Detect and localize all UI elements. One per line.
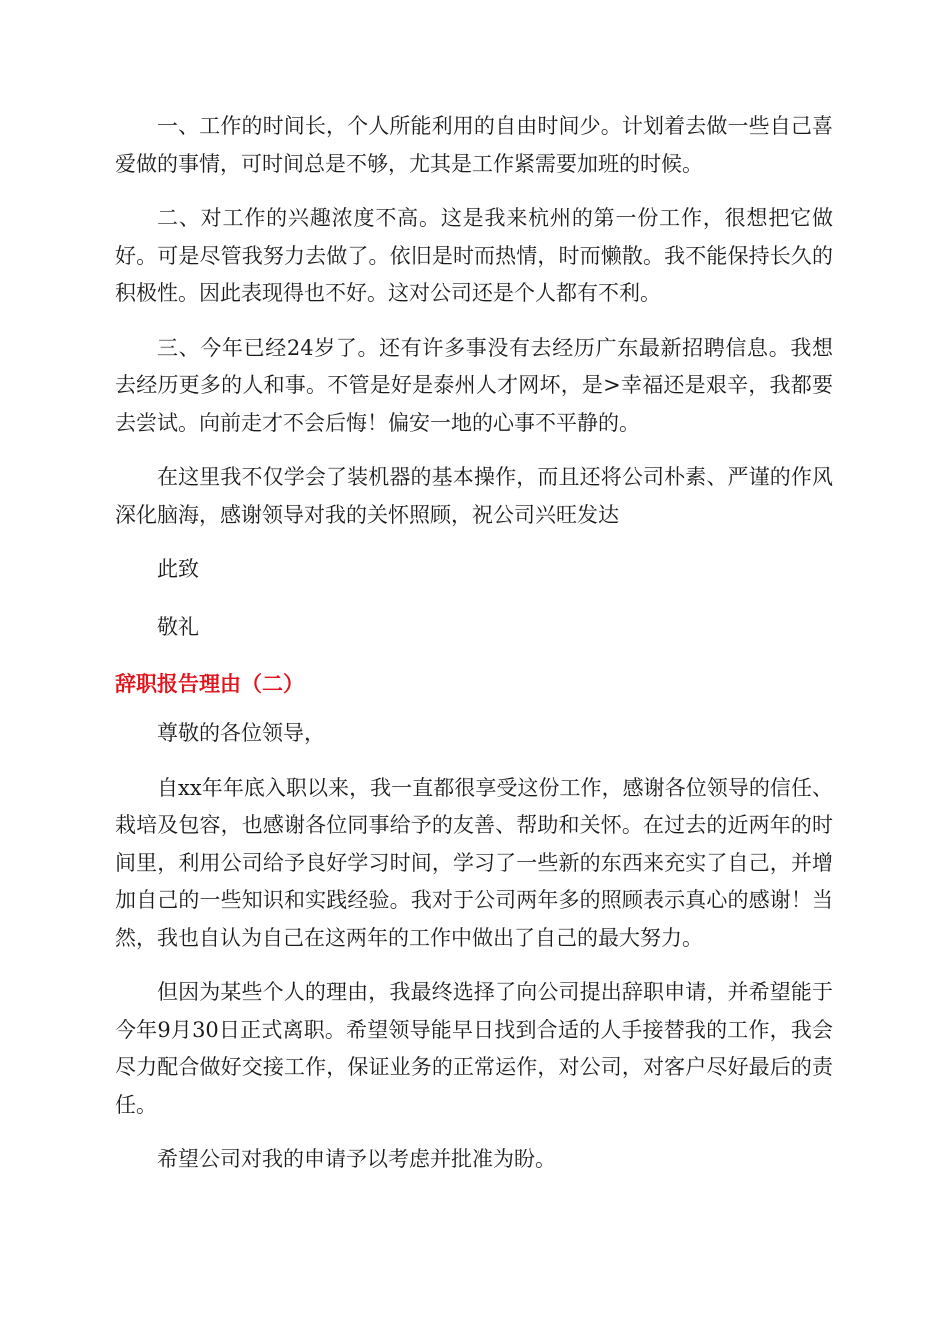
document-page (115, 108, 833, 1196)
paragraph-resignation-request: 但因为某些个人的理由，我最终选择了向公司提出辞职申请，并希望能于今年9月30日正式离职。希望领导能早日找到合适的人手接替我的工作，我会尽力配合做好交接工作，保证业务的正常运作，对公司，对客户尽好最后的责任。 (115, 980, 833, 1117)
closing-ci-zhi: 此致 (157, 557, 199, 581)
paragraph-reason-2: 二、对工作的兴趣浓度不高。这是我来杭州的第一份工作，很想把它做好。可是尽管我努力去做了。依旧是时而热情，时而懒散。我不能保持长久的积极性。因此表现得也不好。这对公司还是个人都有不利。 (115, 206, 833, 305)
paragraph-reason-1: 一、工作的时间长，个人所能利用的自由时间少。计划着去做一些自己喜爱做的事情，可时间总是不够，尤其是工作紧需要加班的时候。 (115, 114, 833, 176)
paragraph-thanks: 在这里我不仅学会了装机器的基本操作，而且还将公司朴素、严谨的作风深化脑海，感谢领导对我的关怀照顾，祝公司兴旺发达 (115, 465, 833, 527)
paragraph-gratitude: 自xx年年底入职以来，我一直都很享受这份工作，感谢各位领导的信任、栽培及包容，也感谢各位同事给予的友善、帮助和关怀。在过去的近两年的时间里，利用公司给予良好学习时间，学习了一些新的东西来充实了自己，并增加自己的一些知识和实践经验。我对于公司两年多的照顾表示真心的感谢！当然，我也自认为自己在这两年的工作中做出了自己的最大努力。 (115, 775, 833, 950)
closing-jing-li: 敬礼 (157, 614, 199, 639)
salutation: 尊敬的各位领导， (157, 721, 325, 745)
section-heading: 辞职报告理由（二） (115, 672, 304, 696)
paragraph-approval-request: 希望公司对我的申请予以考虑并批准为盼。 (157, 1147, 556, 1171)
paragraph-reason-3: 三、今年已经24岁了。还有许多事没有去经历广东最新招聘信息。我想去经历更多的人和事。不管是好是泰州人才网坏，是>幸福还是艰辛，我都要去尝试。向前走才不会后悔！偏安一地的心事不平静的。 (115, 335, 833, 435)
